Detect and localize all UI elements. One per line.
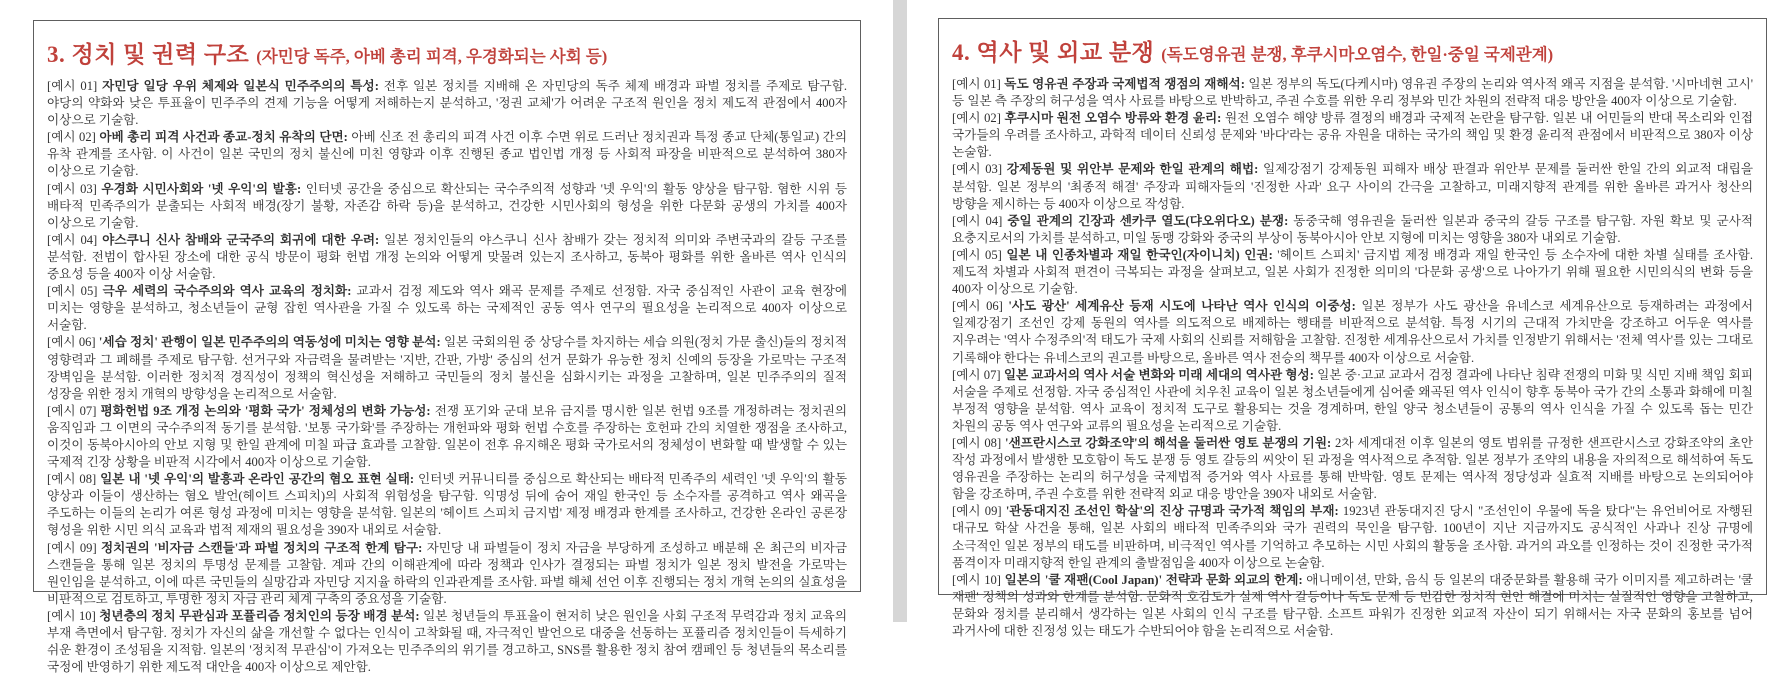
example-item: [47, 334, 847, 402]
example-description: 전쟁 포기와 군대 보유 금지를 명시한 일본 헌법 9조를 개정하려는 정치권의 움직임과 그 이면의 국수주의적 동기를 분석함. '보통 국가화'를 주장하는 개헌파와 평화 헌법 수호를 주장하는 호헌파 간의 치열한 쟁점을 조사하고, 이것이 동북아시아의 안보 지형 및 한일 관계에 미칠 파급 효과를 고찰함. 일본이 전후 유지해온 평화 국가로서의 정체성이 변화할 때 발생할 수 있는 국제적 긴장 상황을 비판적 시각에서 400자 이상으로 기술함.: [47, 403, 847, 470]
example-label: [예시 09]: [47, 540, 101, 555]
example-item: [47, 181, 847, 232]
example-description: 일본 청년들의 투표율이 현저히 낮은 원인을 사회 구조적 무력감과 정치 교육의 부재 측면에서 탐구함. 정치가 자신의 삶을 개선할 수 없다는 인식이 고착화될 때, 자극적인 발언으로 대중을 선동하는 포퓰리즘 정치인들이 득세하기 쉬운 환경이 조성됨을 지적함. 일본의 '정치적 무관심'이 가져오는 민주주의의 위기를 경고하고, SNS를 활용한 정치 참여 캠페인 등 청년들의 목소리를 국정에 반영하기 위한 제도적 대안을 400자 이상으로 제안함.: [47, 608, 847, 675]
page-politics-power: [33, 20, 861, 675]
example-item: [47, 403, 847, 471]
example-item: [952, 572, 1753, 640]
example-description: 애니메이션, 만화, 음식 등 일본의 대중문화를 활용해 국가 이미지를 제고하려는 '쿨 재팬' 정책의 성과와 한계를 분석함. 문화적 호감도가 실제 역사 갈등이나 독도 문제 등 민감한 정치적 현안 해결에 미치는 실질적인 영향을 고찰하고, 문화와 정치를 분리해서 생각하는 일본 사회의 인식 구조를 탐구함. 소프트 파워가 진정한 외교적 자산이 되기 위해서는 자국 문화의 홍보를 넘어 과거사에 대한 진정성 있는 태도가 수반되어야 함을 논리적으로 서술함.: [952, 572, 1754, 638]
page-title-text: 4. 역사 및 외교 분쟁: [952, 40, 1155, 65]
example-title: 자민당 일당 우위 체제와 일본식 민주주의의 특성:: [102, 79, 379, 93]
example-description: 전후 일본 정치를 지배해 온 자민당의 독주 체제 배경과 파벌 정치를 주제로 탐구함. 야당의 약화와 낮은 투표율이 민주주의 견제 기능을 어떻게 저해하는지 분석하고, '정권 교체'가 어려운 구조적 원인을 정치 제도적 관점에서 400자 이상으로 기술함.: [47, 79, 848, 128]
example-item: [47, 540, 847, 608]
example-title: 일본 교과서의 역사 서술 변화와 미래 세대의 역사관 형성:: [1003, 367, 1314, 382]
example-label: [예시 09]: [952, 504, 1006, 519]
example-title: 아베 총리 피격 사건과 종교-정치 유착의 단면:: [99, 130, 348, 145]
example-label: [예시 01]: [952, 77, 1005, 91]
example-label: [예시 06]: [952, 299, 1009, 314]
example-title: 우경화 시민사회와 '넷 우익'의 발흥:: [101, 181, 302, 196]
example-item: [952, 503, 1753, 571]
page-title-note: (자민당 독주, 아베 총리 피격, 우경화되는 사회 등): [256, 47, 608, 66]
example-item: [952, 367, 1753, 435]
example-title: 강제동원 및 위안부 문제와 한일 관계의 해법:: [1006, 162, 1259, 177]
page-gap-divider: [893, 0, 907, 622]
example-item: [952, 435, 1753, 503]
example-item: [47, 608, 847, 676]
example-title: '사도 광산' 세계유산 등재 시도에 나타난 역사 인식의 이중성:: [1008, 299, 1356, 314]
example-item: [47, 283, 847, 334]
example-title: 독도 영유권 주장과 국제법적 쟁점의 재해석:: [1004, 77, 1245, 91]
example-title: 정치권의 '비자금 스캔들'과 파벌 정치의 구조적 한계 탐구:: [100, 540, 423, 555]
example-item: [952, 161, 1753, 212]
example-description: 일본 국회의원 중 상당수를 차지하는 세습 의원(정치 가문 출신)들의 정치적 영향력과 그 폐해를 주제로 탐구함. 선거구와 자금력을 물려받는 '지반, 간판, 가방' 중심의 선거 문화가 유능한 정치 신예의 등장을 가로막는 구조적 장벽임을 분석함. 이러한 정치적 경직성이 정책의 혁신성을 저해하고 국민들의 정치 불신을 심화시키는 과정을 고찰하며, 일본 민주주의의 질적 성장을 위한 정치 개혁의 방향성을 논리적으로 서술함.: [47, 335, 848, 401]
example-label: [예시 02]: [952, 111, 1005, 126]
example-list: [47, 78, 847, 676]
example-description: 인터넷 커뮤니티를 중심으로 확산되는 배타적 민족주의 세력인 '넷 우익'의 활동 양상과 이들이 생산하는 혐오 발언(헤이트 스피치)의 사회적 위험성을 탐구함. 익명성 뒤에 숨어 재일 한국인 등 소수자를 공격하고 역사 왜곡을 주도하는 이들의 논리가 여론 형성 과정에 미치는 영향을 분석함. 일본의 '헤이트 스피치 금지법' 제정 배경과 한계를 조사하고, 건강한 온라인 공론장 형성을 위한 시민 의식 교육과 법적 제재의 필요성을 390자 내외로 서술함.: [47, 472, 847, 538]
example-description: 일본 정부가 사도 광산을 유네스코 세계유산으로 등재하려는 과정에서 일제강점기 조선인 강제 동원의 역사를 의도적으로 배제하는 행태를 비판적으로 분석함. 특정 시기의 근대적 가치만을 강조하고 어두운 역사를 지우려는 '역사 수정주의'적 태도가 국제 사회의 신뢰를 저해함을 고찰함. 진정한 세계유산으로서 가치를 인정받기 위해서는 '전체 역사'를 있는 그대로 기록해야 한다는 유네스코의 권고를 바탕으로, 올바른 역사 전승의 책무를 400자 이상으로 서술함.: [952, 299, 1753, 365]
example-description: 일본 정부의 독도(다케시마) 영유권 주장의 논리와 역사적 왜곡 지점을 분석함. '시마네현 고시' 등 일본 측 주장의 허구성을 역사 사료를 바탕으로 반박하고, 주권 수호를 위한 우리 정부와 민간 차원의 전략적 대응 방안을 400자 이상으로 기술함.: [952, 77, 1753, 109]
example-title: 일본의 '쿨 재팬(Cool Japan)' 전략과 문화 외교의 한계:: [1004, 572, 1303, 587]
example-title: 중일 관계의 긴장과 센카쿠 열도(댜오위다오) 분쟁:: [1007, 213, 1289, 228]
page-title: [47, 31, 847, 71]
example-title: 후쿠시마 원전 오염수 방류와 환경 윤리:: [1004, 111, 1222, 126]
page-title: [952, 29, 1753, 69]
example-item: [952, 213, 1753, 247]
example-description: 교과서 검정 제도와 역사 왜곡 문제를 주제로 선정함. 자국 중심적인 사관이 교육 현장에 미치는 영향을 분석하고, 청소년들이 균형 잡힌 역사관을 가질 수 있도록 하는 국제적인 공동 역사 연구의 필요성을 논리적으로 400자 이상으로 서술함.: [47, 284, 848, 333]
example-title: 극우 세력의 국수주의와 역사 교육의 정치화:: [102, 284, 352, 299]
example-label: [예시 05]: [952, 247, 1007, 262]
example-title: 청년층의 정치 무관심과 포퓰리즘 정치인의 등장 배경 분석:: [99, 608, 420, 623]
example-label: [예시 07]: [952, 367, 1004, 382]
example-description: 동중국해 영유권을 둘러싼 일본과 중국의 갈등 구조를 탐구함. 자원 확보 및 군사적 요충지로서의 가치를 분석하고, 미일 동맹 강화와 중국의 부상이 동북아시아 안보 지형에 미치는 영향을 380자 내외로 기술함.: [952, 213, 1753, 245]
example-label: [예시 07]: [47, 403, 101, 418]
example-title: '관동대지진 조선인 학살'의 진상 규명과 국가적 책임의 부재:: [1005, 504, 1339, 519]
example-label: [예시 05]: [47, 284, 103, 299]
example-description: 일본 중·고교 교과서 검정 결과에 나타난 침략 전쟁의 미화 및 식민 지배 책임 회피 서술을 주제로 선정함. 자국 중심적인 사관에 치우친 교육이 일본 청소년들에게 심어줄 왜곡된 역사 인식이 향후 동북아 국가 간의 소통과 화해에 미칠 부정적 영향을 분석함. 역사 교육이 정치적 도구로 활용되는 것을 경계하며, 한일 양국 청소년들이 공통의 역사 인식을 가질 수 있도록 돕는 민간 차원의 공동 역사 연구와 교류의 필요성을 논리적으로 기술함.: [952, 367, 1753, 433]
example-description: 일제강점기 강제동원 피해자 배상 판결과 위안부 문제를 둘러싼 한일 간의 외교적 대립을 분석함. 일본 정부의 '최종적 해결' 주장과 피해자들의 '진정한 사과' 요구 사이의 간극을 고찰하고, 미래지향적 관계를 위한 올바른 과거사 청산의 방향을 제시하는 등 400자 이상으로 작성함.: [952, 162, 1753, 211]
example-label: [예시 02]: [47, 130, 100, 145]
example-item: [47, 78, 847, 129]
example-item: [952, 247, 1753, 298]
example-label: [예시 03]: [952, 162, 1007, 177]
example-item: [47, 129, 847, 180]
page-title-text: 3. 정치 및 권력 구조: [47, 42, 250, 67]
example-description: 원전 오염수 해양 방류 결정의 배경과 국제적 논란을 탐구함. 일본 내 어민들의 반대 목소리와 인접 국가들의 우려를 조사하고, 과학적 데이터 신뢰성 문제와 '바다'라는 공유 자원을 대하는 국가의 책임 및 환경 윤리적 관점에서 비판적으로 380자 이상 논술함.: [952, 111, 1753, 160]
example-label: [예시 08]: [952, 435, 1005, 450]
example-description: 아베 신조 전 총리의 피격 사건 이후 수면 위로 드러난 정치권과 특정 종교 단체(통일교) 간의 유착 관계를 조사함. 이 사건이 일본 국민의 정치 불신에 미친 영향과 이후 진행된 종교 법인법 개정 등 사회적 파장을 비판적으로 분석하여 380자 이상으로 기술함.: [47, 130, 848, 179]
example-item: [952, 76, 1753, 110]
example-label: [예시 08]: [47, 472, 101, 487]
example-description: 인터넷 공간을 중심으로 확산되는 국수주의적 성향과 '넷 우익'의 활동 양상을 탐구함. 혐한 시위 등 배타적 민족주의가 분출되는 사회적 배경(장기 불황, 자존감 하락 등)을 분석하고, 건강한 시민사회의 형성을 위한 다문화 공생의 가치를 400자 이상으로 기술함.: [47, 181, 847, 230]
page-title-note: (독도영유권 분쟁, 후쿠시마오염수, 한일·중일 국제관계): [1161, 45, 1554, 64]
example-label: [예시 04]: [952, 213, 1008, 228]
example-label: [예시 06]: [47, 335, 99, 350]
example-description: 일본 정치인들의 야스쿠니 신사 참배가 갖는 정치적 의미와 주변국과의 갈등 구조를 분석함. 전범이 합사된 장소에 대한 공식 방문이 평화 헌법 개정 논의와 어떻게 맞물려 있는지 조사하고, 동북아 평화를 위한 올바른 역사 인식의 중요성 등을 400자 이상 서술함.: [47, 232, 848, 282]
example-description: 자민당 내 파벌들이 정치 자금을 부당하게 조성하고 배분해 온 최근의 비자금 스캔들을 통해 일본 정치의 투명성 문제를 고찰함. 계파 간의 이해관계에 따라 정책과 인사가 결정되는 파벌 정치가 일본 정치 발전을 가로막는 원인임을 분석하고, 이에 따른 국민들의 실망감과 자민당 지지율 하락의 인과관계를 조사함. 파벌 해체 선언 이후 진행되는 정치 개혁 논의의 실효성을 비판적으로 검토하고, 투명한 정치 자금 관리 체계 구축의 중요성을 기술함.: [47, 540, 847, 606]
example-title: 평화헌법 9조 개정 논의와 '평화 국가' 정체성의 변화 가능성:: [100, 403, 431, 418]
example-label: [예시 04]: [47, 232, 103, 247]
example-title: '샌프란시스코 강화조약'의 해석을 둘러싼 영토 분쟁의 기원:: [1005, 435, 1332, 450]
example-item: [952, 110, 1753, 161]
example-item: [952, 298, 1753, 366]
example-list: [952, 76, 1753, 640]
example-title: 일본 내 '넷 우익'의 발흥과 온라인 공간의 혐오 표현 실태:: [100, 472, 415, 487]
example-description: 2차 세계대전 이후 일본의 영토 범위를 규정한 샌프란시스코 강화조약의 초안 작성 과정에서 발생한 모호함이 독도 분쟁 등 영토 갈등의 씨앗이 된 과정을 역사적으로 추적함. 일본 정부가 조약의 내용을 자의적으로 해석하여 독도 영유권을 주장하는 논리의 허구성을 국제법적 증거와 역사 사료를 통해 반박함. 영토 문제는 역사적 정당성과 실효적 지배를 바탕으로 논의되어야 함을 강조하며, 주권 수호를 위한 전략적 외교 대응 방안을 390자 내외로 서술함.: [952, 435, 1754, 502]
example-label: [예시 10]: [952, 572, 1005, 587]
example-label: [예시 03]: [47, 181, 102, 196]
example-title: 일본 내 인종차별과 재일 한국인(자이니치) 인권:: [1006, 247, 1273, 262]
example-label: [예시 01]: [47, 79, 103, 93]
example-item: [47, 232, 847, 283]
page-history-diplomacy: [938, 18, 1767, 638]
example-description: '헤이트 스피치' 금지법 제정 배경과 재일 한국인 등 소수자에 대한 차별 실태를 조사함. 제도적 차별과 사회적 편견이 극복되는 과정을 살펴보고, 일본 사회가 진정한 의미의 '다문화 공생'으로 나아가기 위해 필요한 시민의식의 변화 등을 400자 이상으로 기술함.: [952, 247, 1753, 297]
example-description: 1923년 관동대지진 당시 "조선인이 우물에 독을 탔다"는 유언비어로 자행된 대규모 학살 사건을 통해, 일본 사회의 배타적 민족주의와 국가 권력의 묵인을 탐구함. 100년이 지난 지금까지도 공식적인 사과나 진상 규명에 소극적인 일본 정부의 태도를 비판하며, 비극적인 역사를 기억하고 추모하는 시민 사회의 활동을 조사함. 과거의 과오를 인정하는 것이 진정한 국가적 품격이자 미래지향적 한일 관계의 출발점임을 400자 이상으로 논술함.: [952, 504, 1753, 570]
example-title: '세습 정치' 관행이 일본 민주주의의 역동성에 미치는 영향 분석:: [98, 335, 441, 350]
example-label: [예시 10]: [47, 608, 100, 623]
example-title: 야스쿠니 신사 참배와 군국주의 회귀에 대한 우려:: [102, 232, 380, 247]
example-item: [47, 471, 847, 539]
